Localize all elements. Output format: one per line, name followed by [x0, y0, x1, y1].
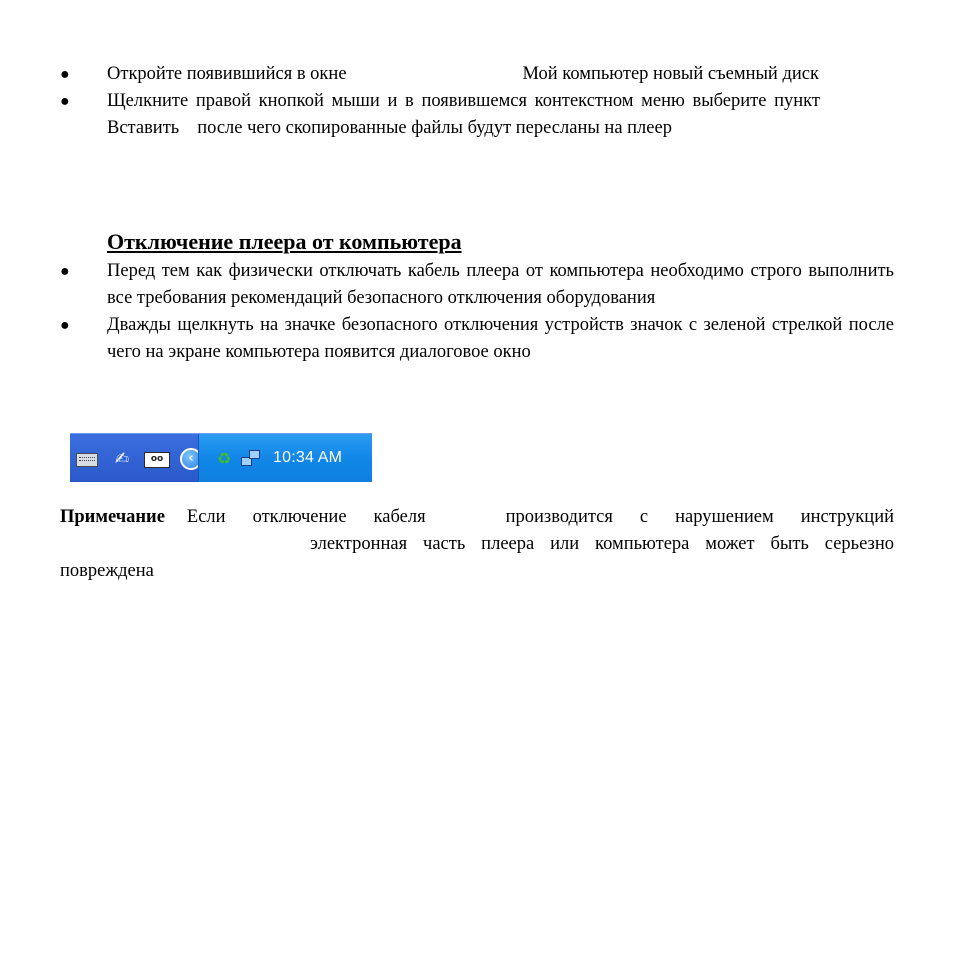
- list-item-text-part: после чего скопированные файлы будут пересланы на плеер: [197, 118, 672, 138]
- instruction-list-disconnect: [60, 258, 894, 366]
- expand-tray-icon[interactable]: ‹: [180, 448, 202, 470]
- taskbar-screenshot: [70, 433, 372, 482]
- note-paragraph: [60, 504, 894, 585]
- list-item-text-part: Откройте появившийся в окне: [107, 64, 347, 84]
- media-player-icon[interactable]: oo: [144, 452, 170, 468]
- list-item: [60, 88, 894, 142]
- list-item: [60, 312, 894, 366]
- list-item-text-part: Щелкните правой кнопкой мыши и в появившемся контекстном меню выберите пункт: [107, 91, 820, 111]
- safely-remove-hardware-icon[interactable]: ♻: [216, 449, 232, 468]
- note-label: Примечание: [60, 507, 165, 527]
- bullet-icon: ●: [60, 263, 70, 280]
- quick-launch-area: [70, 434, 198, 482]
- pen-icon[interactable]: ✍: [114, 449, 130, 469]
- section-heading: Отключение плеера от компьютера: [107, 229, 462, 254]
- network-icon[interactable]: [239, 449, 263, 469]
- list-item-text-part: Мой компьютер новый съемный диск: [522, 64, 819, 84]
- list-item: [60, 61, 894, 88]
- instruction-list-copy: [60, 61, 894, 142]
- list-item-text: Дважды щелкнуть на значке безопасного отключения устройств значок с зеленой стрелкой после чего на экране компьютера появится диалоговое окно: [107, 315, 894, 362]
- list-item: [60, 258, 894, 312]
- list-item-text-part: Вставить: [107, 118, 180, 138]
- system-tray: [198, 434, 372, 482]
- note-text-part: производится с нарушением инструкций: [505, 507, 894, 527]
- bullet-icon: ●: [60, 93, 70, 110]
- bullet-icon: ●: [60, 317, 70, 334]
- note-text-part: электронная часть плеера или компьютера может быть серьезно повреждена: [60, 534, 894, 581]
- tray-clock[interactable]: 10:34 AM: [273, 449, 343, 466]
- bullet-icon: ●: [60, 66, 70, 83]
- note-text-part: Если отключение кабеля: [186, 507, 426, 527]
- keyboard-icon[interactable]: [76, 453, 98, 467]
- list-item-text: Перед тем как физически отключать кабель плеера от компьютера необходимо строго выполнить все требования рекомендаций безопасного отключения оборудования: [107, 261, 894, 308]
